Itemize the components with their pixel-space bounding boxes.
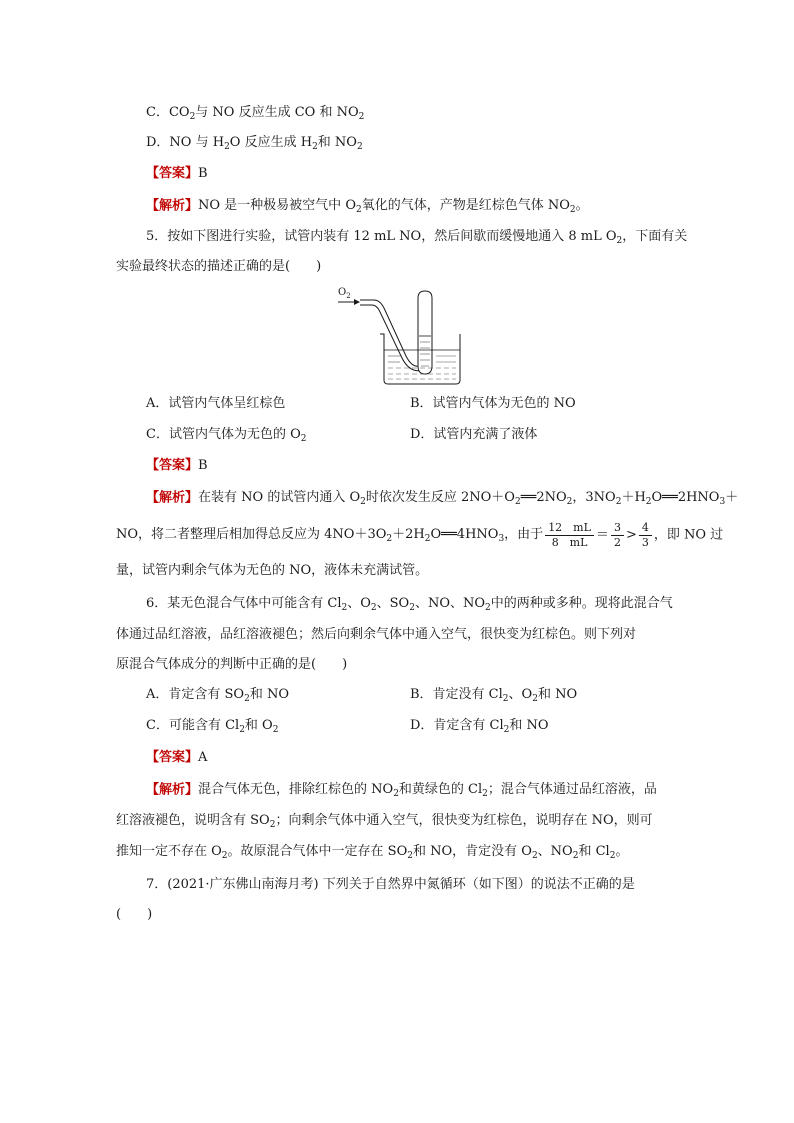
subscript: 2 [645, 497, 652, 507]
volume-ratio-fraction [545, 521, 594, 550]
q5-explanation-line3: 量，试管内剩余气体为无色的 NO，液体未充满试管。 [116, 563, 429, 578]
q4-option-d [146, 134, 363, 152]
text-run: 。 [575, 198, 589, 213]
fraction-denominator: 2 [613, 535, 621, 549]
fraction-denominator: 3 [641, 535, 649, 549]
subscript: 2 [424, 534, 431, 544]
subscript: 2 [407, 851, 413, 861]
text-run: 、O [347, 596, 371, 611]
text-run: 氧化的气体，产物是红棕色气体 NO [361, 198, 570, 213]
answer-value: A [198, 750, 208, 765]
text-run: ＋2H [392, 527, 425, 542]
subscript: 2 [355, 205, 362, 215]
text-run: 、SO [376, 596, 410, 611]
inverted-test-tube [418, 291, 432, 374]
subscript: 2 [531, 851, 538, 861]
text-run: 在装有 NO 的试管内通入 O [198, 490, 361, 505]
q6-option-d [410, 717, 549, 735]
answer-value: B [198, 458, 208, 473]
q5-explanation-line2 [116, 518, 723, 553]
q5-option-b: B．试管内气体为无色的 NO [410, 396, 576, 411]
text-run: ，下面有关 [622, 229, 688, 244]
text-run: 和 NO，肯定没有 O [412, 844, 532, 859]
q4-option-c [146, 104, 364, 122]
q5-option-c [146, 426, 306, 444]
q6-option-c [146, 717, 278, 735]
text-run: ＋ [725, 490, 739, 505]
explanation-text [116, 518, 543, 552]
subscript: 2 [532, 694, 538, 704]
subscript: 2 [358, 112, 365, 122]
text-run: C．可能含有 Cl [146, 718, 240, 733]
q7-stem-line1: 7．(2021·广东佛山南海月考) 下列关于自然界中氮循环（如下图）的说法不正确的是 [146, 877, 635, 892]
explanation-tag: 【解析】 [146, 198, 199, 214]
ratio-fraction [611, 521, 624, 550]
subscript: 2 [244, 694, 250, 704]
subscript: 2 [189, 112, 196, 122]
q5-explanation-line1 [146, 489, 738, 508]
equals-sign: ＝ [595, 527, 609, 543]
q6-stem-line1 [146, 595, 673, 613]
answer-value: B [198, 166, 208, 181]
text-run: ；向剩余气体中通入空气，很快变为红棕色，说明存在 NO，则可 [275, 813, 653, 828]
text-run: 和 Cl [578, 844, 610, 859]
subscript: 2 [615, 497, 622, 507]
subscript: 3 [719, 497, 726, 507]
q6-option-a [146, 686, 289, 704]
arrow-head [354, 299, 360, 305]
subscript: 2 [370, 603, 377, 613]
subscript: 2 [502, 694, 509, 704]
fraction-numerator: 3 [611, 521, 624, 536]
text-run: C．CO [146, 105, 190, 120]
text-run: ＋H [621, 490, 646, 505]
subscript: 2 [269, 820, 276, 830]
text-run: A．肯定含有 SO [146, 687, 245, 702]
text-run: ，3NO [572, 490, 616, 505]
subscript: 2 [609, 851, 616, 861]
subscript: 2 [272, 725, 279, 735]
figure-label-sub: 2 [346, 292, 351, 300]
subscript: 2 [572, 851, 579, 861]
text-run: 。 [615, 844, 629, 859]
subscript: 2 [616, 236, 623, 246]
text-run: ，由于 [504, 527, 544, 542]
answer-tag: 【答案】 [146, 458, 199, 473]
text-run: 和 NO [317, 135, 357, 150]
explanation-text [198, 197, 589, 215]
subscript: 2 [312, 142, 318, 152]
subscript: 2 [514, 497, 521, 507]
subscript: 2 [482, 789, 488, 799]
text-run: 与 NO 反应生成 CO 和 NO [195, 105, 359, 120]
q4-answer [146, 165, 208, 183]
text-run: O 反应生成 H [229, 135, 313, 150]
answer-tag: 【答案】 [146, 166, 199, 181]
explanation-text [198, 781, 657, 799]
subscript: 2 [386, 534, 393, 544]
fraction-numerator: 12 mL [545, 521, 594, 536]
text-run: 和 NO [537, 687, 578, 702]
subscript: 3 [498, 534, 505, 544]
subscript: 2 [224, 142, 230, 152]
text-run: O══2HNO [651, 490, 720, 505]
subscript: 2 [239, 725, 245, 735]
explanation-tag: 【解析】 [146, 490, 199, 506]
text-run: 和 NO [249, 687, 289, 702]
experiment-apparatus-figure [332, 284, 472, 388]
explanation-tag: 【解析】 [146, 782, 199, 798]
fraction-numerator: 4 [639, 521, 652, 536]
text-run: 中的两种或多种。现将此混合气 [490, 596, 673, 611]
subscript: 2 [409, 603, 415, 613]
answer-tag: 【答案】 [146, 750, 199, 765]
subscript: 2 [485, 603, 491, 613]
q4-explanation [146, 197, 589, 216]
subscript: 2 [221, 851, 228, 861]
q5-option-d: D．试管内充满了液体 [410, 427, 538, 442]
q5-answer [146, 457, 208, 475]
q6-stem-line3: 原混合气体成分的判断中正确的是( ) [116, 657, 348, 672]
q6-explanation-line3 [116, 843, 628, 861]
text-run: 5．按如下图进行实验，试管内装有 12 mL NO，然后间歇而缓慢地通入 8 mL O [146, 229, 617, 244]
text-run: NO 是一种极易被空气中 O [198, 198, 356, 213]
text-run: O══4HNO [430, 527, 499, 542]
q6-explanation-line1 [146, 781, 657, 800]
text-run: 、NO、NO [414, 596, 486, 611]
text-run: 时依次发生反应 2NO＋O [365, 490, 515, 505]
subscript: 2 [300, 434, 307, 444]
reaction-ratio-fraction [639, 521, 652, 550]
subscript: 2 [566, 497, 573, 507]
text-run: D．肯定含有 Cl [410, 718, 504, 733]
text-run: 红溶液褪色，说明含有 SO [116, 813, 270, 828]
text-run: ；混合气体通过品红溶液，品 [487, 782, 657, 797]
q7-stem-line2: ( ) [116, 907, 153, 922]
figure-label-o: O [338, 287, 347, 298]
subscript: 2 [503, 725, 510, 735]
explanation-text [198, 489, 738, 507]
text-run: 、O [508, 687, 533, 702]
q6-stem-line2: 体通过品红溶液，品红溶液褪色；然后向剩余气体中通入空气，很快变为红棕色。则下列对 [116, 627, 637, 642]
greater-than-sign: > [625, 527, 637, 543]
q6-option-b [410, 686, 577, 704]
fraction-denominator: 8 mL [551, 535, 588, 549]
text-run: 和 O [244, 718, 273, 733]
subscript: 2 [360, 497, 366, 507]
text-run: D．NO 与 H [146, 135, 225, 150]
explanation-text: ，即 NO 过 [653, 527, 724, 543]
q5-option-a: A．试管内气体呈红棕色 [146, 396, 286, 411]
subscript: 2 [393, 789, 399, 799]
q6-answer [146, 749, 207, 767]
text-run: ══2NO [520, 490, 567, 505]
text-run: 、NO [537, 844, 573, 859]
text-run: 和黄绿色的 Cl [398, 782, 483, 797]
text-run: 。故原混合气体中一定存在 SO [227, 844, 408, 859]
text-run: NO，将二者整理后相加得总反应为 4NO＋3O [116, 527, 387, 542]
text-run: 和 NO [509, 718, 549, 733]
text-run: 混合气体无色，排除红棕色的 NO [198, 782, 394, 797]
subscript: 2 [569, 205, 576, 215]
text-run: 6．某无色混合气体中可能含有 Cl [146, 596, 342, 611]
q6-explanation-line2 [116, 812, 653, 830]
q5-stem-line1 [146, 228, 687, 246]
text-run: B．肯定没有 Cl [410, 687, 503, 702]
figure-o2-label [338, 287, 351, 300]
subscript: 2 [356, 142, 363, 152]
subscript: 2 [341, 603, 348, 613]
text-run: 推知一定不存在 O [116, 844, 222, 859]
q5-stem-line2: 实验最终状态的描述正确的是( ) [116, 259, 322, 274]
text-run: C．试管内气体为无色的 O [146, 427, 301, 442]
